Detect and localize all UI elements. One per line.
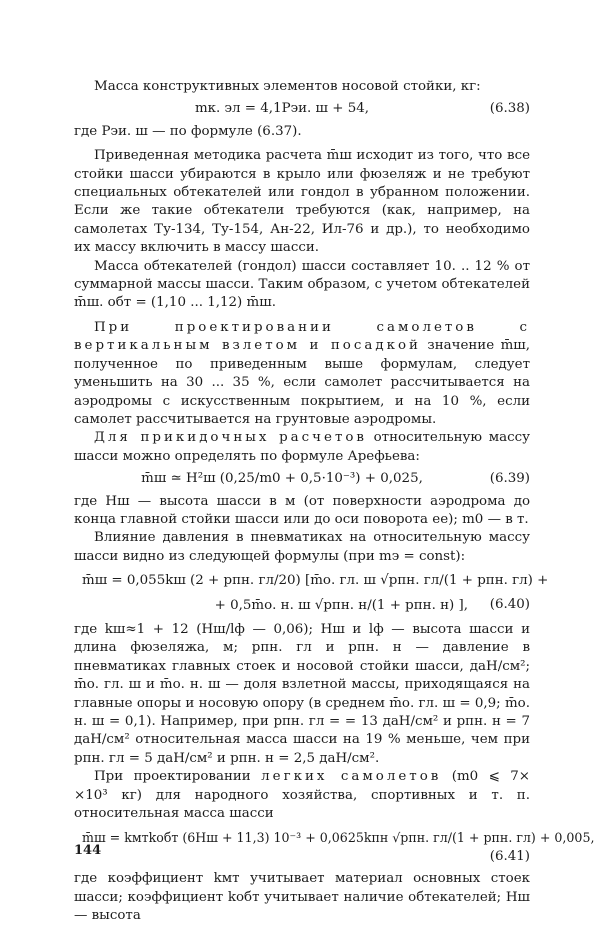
light-aircraft-text-b: (m0 ⩽ 7× ×10³ кг) для народного хозяйства, спортивных и т. п. относительная масса шасси xyxy=(74,769,530,822)
equation-6-40-number: (6.40) xyxy=(489,597,530,613)
equation-6-41-body: m̄ш = kмтkобт (6Hш + 11,3) 10⁻³ + 0,0625kпн √pпн. гл/(1 + pпн. гл) + 0,005, xyxy=(82,830,595,846)
equation-6-39-body: m̄ш ≃ H²ш (0,25/m0 + 0,5·10⁻³) + 0,025, xyxy=(141,471,423,487)
equation-6-38-body: mк. эл = 4,1Pэи. ш + 54, xyxy=(194,101,370,117)
equation-6-41-number-row xyxy=(74,848,530,866)
equation-6-40-line-1: m̄ш = 0,055kш (2 + pпн. гл/20) [m̄о. гл. ш √pпн. гл/(1 + pпн. гл) + xyxy=(82,573,549,589)
equation-6-39 xyxy=(74,470,530,488)
vtol-spaced-text: При проектировании самолетов с вертикальным взлетом и посадкой xyxy=(74,319,530,354)
light-aircraft-spaced-text: легких самолетов xyxy=(261,769,442,785)
estimation-text: относительную массу шасси можно определять по формуле Арефьева: xyxy=(74,430,530,464)
paragraph-where-kmt: где коэффициент kмт учитывает материал основных стоек шасси; коэффициент kобт учитывает наличие обтекателей; Hш — высота xyxy=(74,871,530,924)
equation-6-41 xyxy=(74,829,595,866)
equation-6-40-line-2: + 0,5m̄о. н. ш √pпн. н/(1 + pпн. н) ], xyxy=(214,597,468,613)
paragraph-estimation xyxy=(74,429,530,466)
paragraph-mass-nose-gear: Масса конструктивных элементов носовой стойки, кг: xyxy=(94,79,481,94)
paragraph-light-aircraft xyxy=(74,768,530,823)
equation-6-38 xyxy=(74,100,530,118)
paragraph-fairings: Масса обтекателей (гондол) шасси составляет 10. .. 12 % от суммарной массы шасси. Таким образом, с учетом обтекателей m̄ш. обт = (1,10 ... 1,12) m̄ш. xyxy=(74,258,530,311)
paragraph-vtol xyxy=(74,319,530,429)
paragraph-where-p: где Pэи. ш — по формуле (6.37). xyxy=(74,123,302,139)
paragraph-where-h: где Hш — высота шасси в м (от поверхности аэродрома до конца главной стойки шасси или до оси поворота ее); m0 — в т. xyxy=(74,493,530,527)
vtol-text: значение m̄ш, полученное по приведенным выше формулам, следует уменьшить на 30 ... 35 %, если самолет рассчитывается на аэродромы с искусственным покрытием, и на 10 %, если самолет рассчитывается на грунтовые аэродромы. xyxy=(74,338,530,427)
equation-6-41-number: (6.41) xyxy=(489,848,530,864)
paragraph-where-k: где kш≈1 + 12 (Hш/lф — 0,06); Hш и lф — высота шасси и длина фюзеляжа, м; pпн. гл и pпн. н — давление в пневматиках главных стоек и носовой стойки шасси, даН/см²; m̄о. гл. ш и m̄о. н. ш — доля взлетной массы, приходящаяся на главные опоры и носовую опору (в среднем m̄о. гл. ш = 0,9; m̄о. н. ш = 0,1). Например, при pпн. гл = = 13 даН/см² и pпн. н = 7 даН/см² относительная масса шасси на 19 % меньше, чем при pпн. гл = 5 даН/см² и pпн. н = 2,5 даН/см². xyxy=(74,621,530,766)
equation-6-38-number: (6.38) xyxy=(489,101,530,117)
estimation-spaced-text: Для прикидочных расчетов xyxy=(94,430,367,446)
equation-6-40 xyxy=(74,572,549,615)
paragraph-method: Приведенная методика расчета m̄ш исходит из того, что все стойки шасси убираются в крыло или фюзеляж и не требуют специальных обтекателей или гондол в убранном положении. Если же такие обтекатели требуются (как, например, на самолетах Ту-134, Ту-154, Ан-22, Ил-76 и др.), то необходимо их массу включить в массу шасси. xyxy=(74,148,530,256)
equation-6-39-number: (6.39) xyxy=(489,471,530,487)
paragraph-pressure: Влияние давления в пневматиках на относительную массу шасси видно из следующей формулы (при mэ = const): xyxy=(74,530,530,564)
page-body xyxy=(74,78,595,925)
light-aircraft-text-a: При проектировании xyxy=(94,769,251,785)
page-number: 144 xyxy=(74,843,102,858)
